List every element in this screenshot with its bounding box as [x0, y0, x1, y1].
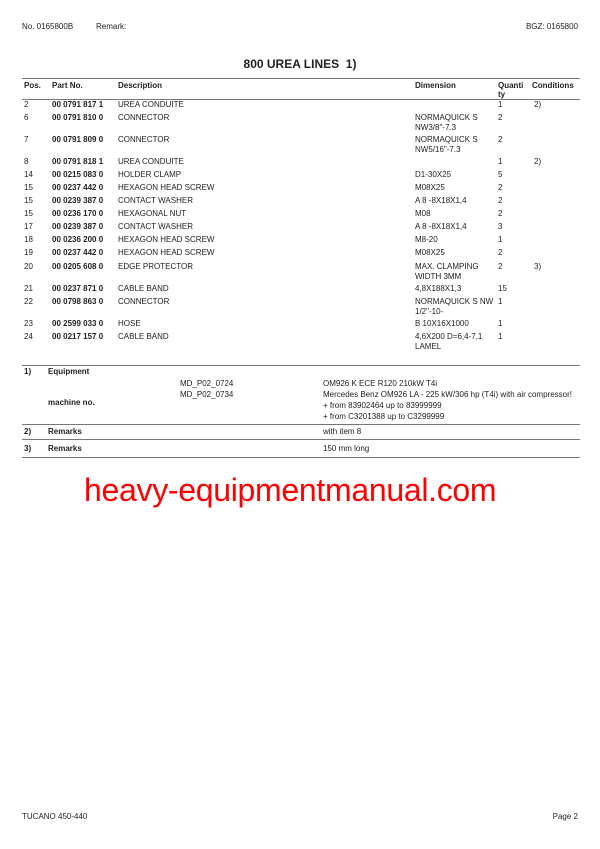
note1-value: OM926 K ECE R120 210kW T4i: [323, 379, 438, 388]
row-quantity: 2: [498, 113, 503, 122]
note2-label: Remarks: [48, 427, 82, 436]
col-desc: Description: [118, 81, 163, 90]
row-description: CONNECTOR: [118, 113, 170, 122]
row-pos: 19: [24, 248, 33, 257]
row-quantity: 2: [498, 183, 503, 192]
row-dimension: NORMAQUICK S NW3/8"-7.3: [415, 113, 478, 132]
row-part-no: 00 0237 442 0: [52, 183, 104, 192]
row-condition: 3): [534, 262, 542, 271]
row-quantity: 1: [498, 157, 503, 166]
col-dim: Dimension: [415, 81, 456, 90]
row-quantity: 1: [498, 100, 503, 109]
row-description: HOLDER CLAMP: [118, 170, 182, 179]
machine-range: + from C3201388 up to C3299999: [323, 412, 445, 421]
row-pos: 24: [24, 332, 33, 341]
note3-value: 150 mm long: [323, 444, 370, 453]
row-pos: 15: [24, 196, 33, 205]
row-pos: 22: [24, 297, 33, 306]
row-quantity: 1: [498, 235, 503, 244]
col-cond: Conditions: [532, 81, 574, 90]
row-quantity: 2: [498, 135, 503, 144]
note2-num: 2): [24, 427, 32, 436]
row-condition: 2): [534, 100, 542, 109]
row-quantity: 3: [498, 222, 503, 231]
row-quantity: 1: [498, 297, 503, 306]
note1-code: MD_P02_0734: [180, 390, 234, 399]
row-dimension: B 10X16X1000: [415, 319, 469, 328]
row-description: CABLE BAND: [118, 284, 169, 293]
row-description: HEXAGON HEAD SCREW: [118, 235, 215, 244]
row-pos: 17: [24, 222, 33, 231]
row-quantity: 2: [498, 248, 503, 257]
row-description: HOSE: [118, 319, 141, 328]
row-quantity: 15: [498, 284, 507, 293]
row-quantity: 1: [498, 319, 503, 328]
row-part-no: 00 0791 810 0: [52, 113, 104, 122]
row-dimension: 4,6X200 D=6,4-7,1 LAMEL: [415, 332, 483, 351]
row-quantity: 1: [498, 332, 503, 341]
row-pos: 18: [24, 235, 33, 244]
row-part-no: 00 0215 083 0: [52, 170, 104, 179]
page-title: 800 UREA LINES 1): [243, 57, 357, 71]
row-pos: 23: [24, 319, 33, 328]
note1-num: 1): [24, 367, 32, 376]
row-description: CONTACT WASHER: [118, 222, 193, 231]
row-part-no: 00 0217 157 0: [52, 332, 104, 341]
row-condition: 2): [534, 157, 542, 166]
row-part-no: 00 2599 033 0: [52, 319, 104, 328]
row-part-no: 00 0791 817 1: [52, 100, 104, 109]
row-pos: 15: [24, 183, 33, 192]
row-part-no: 00 0791 809 0: [52, 135, 104, 144]
row-pos: 7: [24, 135, 29, 144]
row-part-no: 00 0239 387 0: [52, 196, 104, 205]
row-description: CABLE BAND: [118, 332, 169, 341]
row-description: UREA CONDUITE: [118, 100, 184, 109]
row-description: CONTACT WASHER: [118, 196, 193, 205]
row-dimension: M8-20: [415, 235, 438, 244]
row-pos: 20: [24, 262, 33, 271]
row-description: HEXAGON HEAD SCREW: [118, 183, 215, 192]
row-pos: 6: [24, 113, 29, 122]
bgz-number: BGZ: 0165800: [525, 22, 578, 31]
row-pos: 14: [24, 170, 33, 179]
machine-no-label: machine no.: [48, 398, 95, 407]
row-quantity: 5: [498, 170, 503, 179]
row-dimension: M08: [415, 209, 431, 218]
doc-number: No. 0165800B: [22, 22, 74, 31]
col-part: Part No.: [52, 81, 83, 90]
remark-label: Remark:: [96, 22, 127, 31]
note3-label: Remarks: [48, 444, 82, 453]
row-dimension: M08X25: [415, 248, 445, 257]
machine-range: + from 83902464 up to 83999999: [323, 401, 442, 410]
note1-label: Equipment: [48, 367, 90, 376]
row-dimension: 4,8X188X1,3: [415, 284, 462, 293]
footer-page: Page 2: [552, 812, 578, 821]
row-quantity: 2: [498, 209, 503, 218]
row-part-no: 00 0237 871 0: [52, 284, 104, 293]
row-dimension: NORMAQUICK S NW5/16"-7.3: [415, 135, 478, 154]
row-pos: 8: [24, 157, 29, 166]
col-qty: Quanti ty: [498, 81, 524, 99]
row-pos: 21: [24, 284, 33, 293]
row-description: CONNECTOR: [118, 135, 170, 144]
row-description: HEXAGON HEAD SCREW: [118, 248, 215, 257]
row-part-no: 00 0798 863 0: [52, 297, 104, 306]
row-pos: 2: [24, 100, 29, 109]
row-part-no: 00 0791 818 1: [52, 157, 104, 166]
row-part-no: 00 0239 387 0: [52, 222, 104, 231]
row-dimension: MAX. CLAMPING WIDTH 3MM: [415, 262, 479, 281]
row-pos: 15: [24, 209, 33, 218]
note1-value: Mercedes Benz OM926 LA - 225 kW/306 hp (T4i) with air compressor!: [323, 390, 572, 399]
row-quantity: 2: [498, 196, 503, 205]
row-description: HEXAGONAL NUT: [118, 209, 187, 218]
row-dimension: NORMAQUICK S NW 1/2"-10-: [415, 297, 494, 316]
row-description: UREA CONDUITE: [118, 157, 184, 166]
footer-model: TUCANO 450-440: [22, 812, 88, 821]
row-dimension: M08X25: [415, 183, 445, 192]
row-part-no: 00 0236 200 0: [52, 235, 104, 244]
note3-num: 3): [24, 444, 32, 453]
watermark: heavy-equipmentmanual.com: [84, 472, 497, 508]
row-dimension: A 8 -8X18X1,4: [415, 196, 467, 205]
row-dimension: A 8 -8X18X1,4: [415, 222, 467, 231]
note2-value: with item 8: [323, 427, 362, 436]
row-quantity: 2: [498, 262, 503, 271]
row-part-no: 00 0236 170 0: [52, 209, 104, 218]
row-part-no: 00 0205 608 0: [52, 262, 104, 271]
row-part-no: 00 0237 442 0: [52, 248, 104, 257]
col-pos: Pos.: [24, 81, 41, 90]
note1-code: MD_P02_0724: [180, 379, 234, 388]
row-dimension: D1-30X25: [415, 170, 452, 179]
row-description: CONNECTOR: [118, 297, 170, 306]
row-description: EDGE PROTECTOR: [118, 262, 193, 271]
